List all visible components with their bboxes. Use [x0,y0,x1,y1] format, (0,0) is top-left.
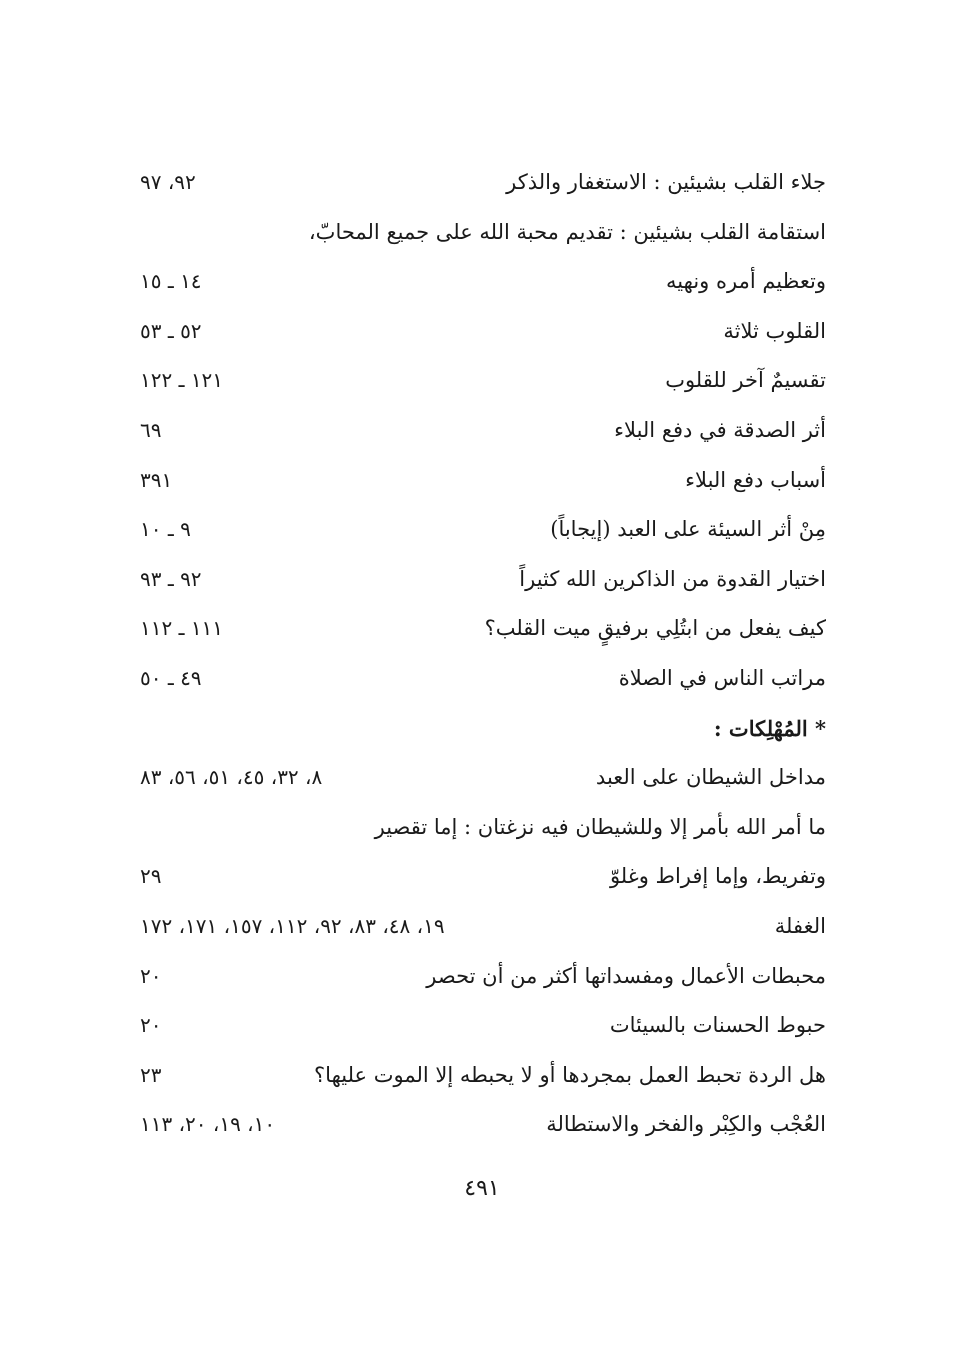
index-entry [140,753,826,803]
index-entry [140,604,826,654]
entry-text: هل الردة تحبط العمل بمجردها أو لا يحبطه إلا الموت عليها؟ [314,1062,826,1087]
index-entry [140,803,826,853]
entry-text: الغفلة [774,913,826,938]
entry-text: وتعظيم أمره ونهيه [666,269,826,294]
entry-pages: ٩٢ ـ ٩٣ [140,566,202,591]
index-entry [140,1001,826,1051]
index-entry [140,158,826,208]
index-entry [140,356,826,406]
entry-text: كيف يفعل من ابتُلِي برفيقٍ ميت القلب؟ [484,616,826,641]
index-entry [140,505,826,555]
index-entry [140,555,826,605]
entry-text: العُجْب والكِبْر والفخر والاستطالة [546,1112,826,1137]
entry-pages: ١٤ ـ ١٥ [140,269,202,294]
entry-text: تقسيمٌ آخر للقلوب [665,368,826,393]
entry-pages: ٥٢ ـ ٥٣ [140,318,202,343]
section-heading-text: * المُهْلِكات : [713,715,826,741]
entry-pages: ٢٠ [140,1013,162,1038]
entry-text: جلاء القلب بشيئين : الاستغفار والذكر [506,170,826,194]
entry-text: القلوب ثلاثة [723,318,826,343]
entry-text: حبوط الحسنات بالسيئات [609,1013,826,1038]
entry-pages: ١٠، ١٩، ٢٠، ١١٣ [140,1112,276,1137]
index-entry [140,1100,826,1150]
index-entry [140,654,826,704]
entry-text: محبطات الأعمال ومفسداتها أكثر من أن تحصر [426,963,826,988]
entry-text: اختيار القدوة من الذاكرين الله كثيراً [519,566,826,591]
index-entry [140,1051,826,1101]
entry-text: أسباب دفع البلاء [685,467,826,492]
index-list [140,158,826,1150]
entry-text: أثر الصدقة في دفع البلاء [614,417,826,442]
entry-pages: ١٢١ ـ ١٢٢ [140,368,224,393]
entry-text: مراتب الناس في الصلاة [618,665,826,690]
entry-text: مِنْ أثر السيئة على العبد (إيجاباً) [550,517,826,542]
entry-pages: ٦٩ [140,417,162,442]
entry-text: استقامة القلب بشيئين : تقديم محبة الله على جميع المحابّ، [308,219,826,244]
index-entry [140,307,826,357]
entry-pages: ٣٩١ [140,467,173,492]
entry-pages: ٩ ـ ١٠ [140,517,191,542]
page-number: ٤٩١ [464,1176,500,1201]
entry-pages: ١٩، ٤٨، ٨٣، ٩٢، ١١٢، ١٥٧، ١٧١، ١٧٢ [140,913,445,938]
entry-pages: ٢٣ [140,1062,162,1087]
entry-pages: ١١١ ـ ١١٢ [140,616,224,641]
index-entry [140,852,826,902]
entry-pages: ٩٢، ٩٧ [140,170,196,194]
entry-text: مداخل الشيطان على العبد [595,765,826,790]
index-entry [140,952,826,1002]
index-entry [140,456,826,506]
entry-pages: ٢٩ [140,864,162,889]
index-entry [140,257,826,307]
entry-text: ما أمر الله بأمر إلا وللشيطان فيه نزغتان : إما تقصير [374,814,826,839]
entry-pages: ٢٠ [140,963,162,988]
entry-text: وتفريط، وإما إفراط وغلوّ [609,864,826,889]
section-heading [140,704,826,754]
entry-pages: ٨، ٣٢، ٤٥، ٥١، ٥٦، ٨٣ [140,765,323,790]
index-entry [140,406,826,456]
index-entry [140,208,826,258]
index-entry [140,902,826,952]
entry-pages: ٤٩ ـ ٥٠ [140,665,202,690]
